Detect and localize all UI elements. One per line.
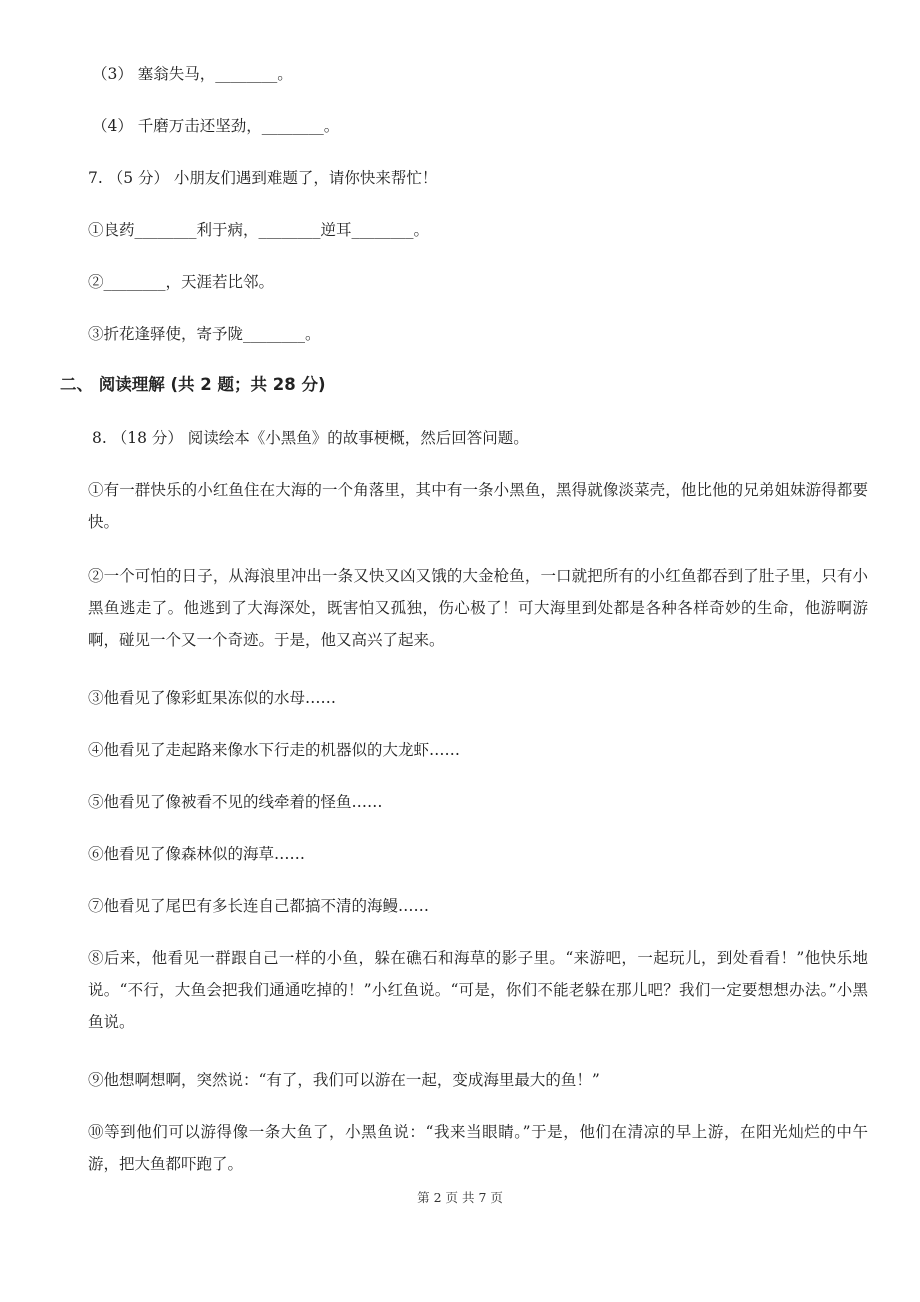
q7-item-3: ③折花逢驿使，寄予陇________。 (88, 325, 321, 343)
q8-paragraph-6: ⑥他看见了像森林似的海草…… (88, 845, 306, 863)
q8-paragraph-10: ⑩等到他们可以游得像一条大鱼了，小黑鱼说：“我来当眼睛。”于是，他们在清凉的早上游，在阳光灿烂的中午游，把大鱼都吓跑了。 (88, 1123, 868, 1173)
q8-paragraph-7: ⑦他看见了尾巴有多长连自己都搞不清的海鳗…… (88, 897, 430, 915)
q7-item-2: ②________，天涯若比邻。 (88, 273, 275, 291)
q8-heading: 8. （18 分） 阅读绘本《小黑鱼》的故事梗概，然后回答问题。 (92, 429, 529, 447)
q8-paragraph-5: ⑤他看见了像被看不见的线牵着的怪鱼…… (88, 793, 383, 811)
q8-paragraph-4: ④他看见了走起路来像水下行走的机器似的大龙虾…… (88, 741, 461, 759)
q7-item-1: ①良药________利于病，________逆耳________。 (88, 221, 430, 239)
q8-paragraph-3: ③他看见了像彩虹果冻似的水母…… (88, 689, 337, 707)
q8-paragraph-8: ⑧后来，他看见一群跟自己一样的小鱼，躲在礁石和海草的影子里。“来游吧，一起玩儿，到处看看！”他快乐地说。“不行，大鱼会把我们通通吃掉的！”小红鱼说。“可是，你们不能老躲在那儿吧？我们一定要想想办法。”小黑鱼说。 (88, 949, 868, 1031)
section-title-reading: 二、 阅读理解 (共 2 题；共 28 分) (60, 375, 326, 394)
q6-item-3: （3） 塞翁失马，________。 (92, 65, 293, 83)
q8-paragraph-1: ①有一群快乐的小红鱼住在大海的一个角落里，其中有一条小黑鱼，黑得就像淡菜壳，他比他的兄弟姐妹游得都要快。 (88, 481, 868, 531)
q8-paragraph-2: ②一个可怕的日子，从海浪里冲出一条又快又凶又饿的大金枪鱼，一口就把所有的小红鱼都吞到了肚子里，只有小黑鱼逃走了。他逃到了大海深处，既害怕又孤独，伤心极了！可大海里到处都是各种各样奇妙的生命，他游啊游啊，碰见一个又一个奇迹。于是，他又高兴了起来。 (88, 567, 868, 649)
page-footer: 第 2 页 共 7 页 (417, 1190, 503, 1205)
q8-paragraph-9: ⑨他想啊想啊，突然说：“有了，我们可以游在一起，变成海里最大的鱼！” (88, 1071, 600, 1089)
q6-item-4: （4） 千磨万击还坚劲，________。 (92, 117, 340, 135)
q7-heading: 7. （5 分） 小朋友们遇到难题了，请你快来帮忙！ (88, 169, 438, 187)
